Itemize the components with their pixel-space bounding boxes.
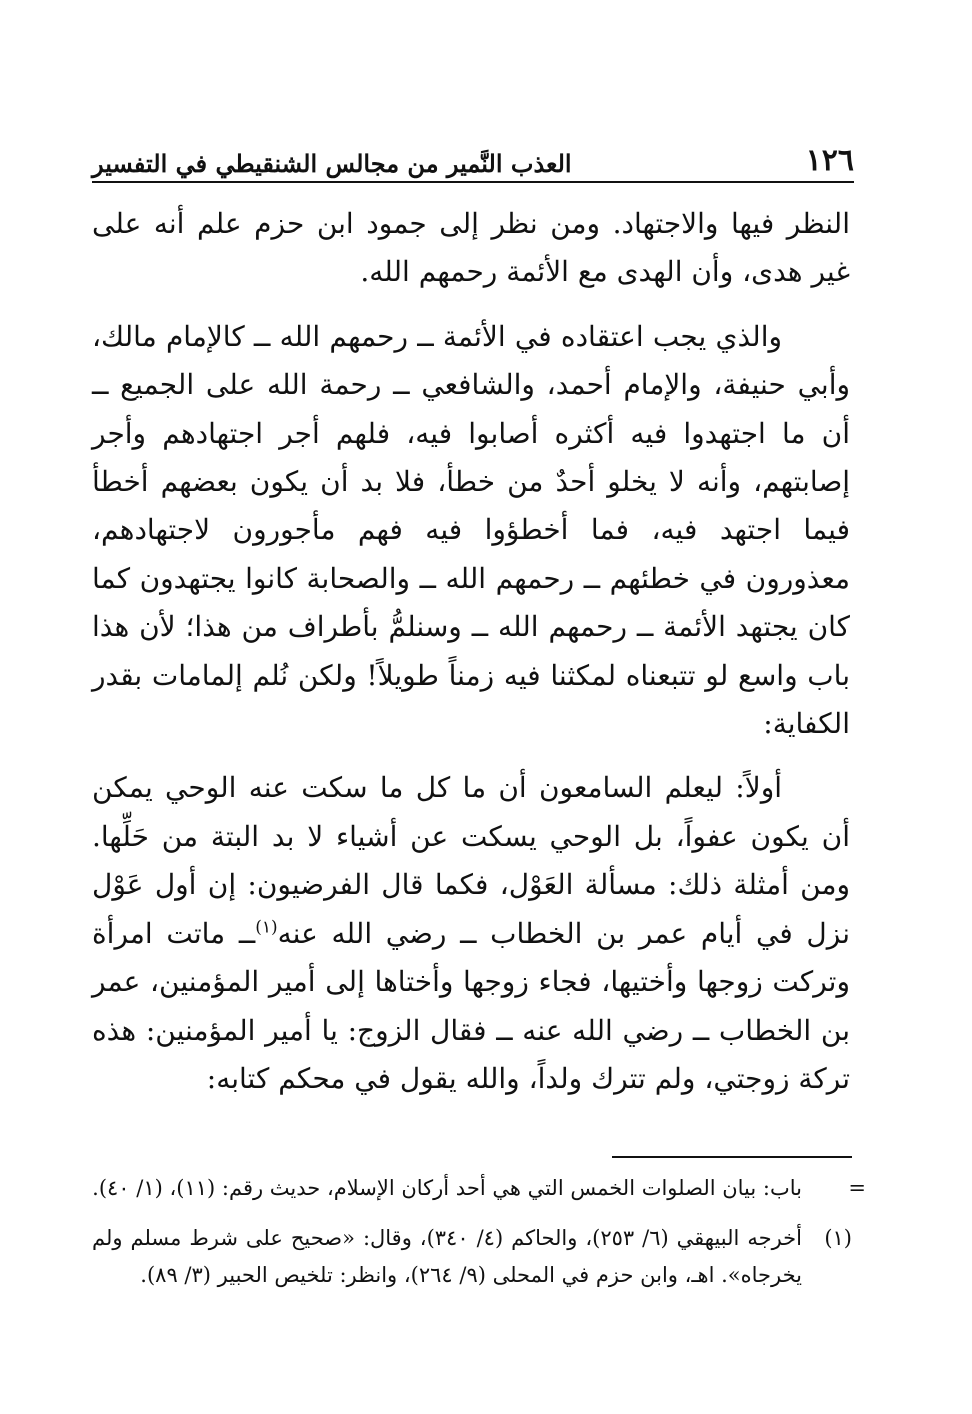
running-title: العذب النَّمير من مجالس الشنقيطي في التفسير (92, 149, 572, 178)
footnote-continuation-marker: = (848, 1176, 866, 1200)
paragraph-awl (92, 764, 850, 1103)
paragraph-continued: النظر فيها والاجتهاد. ومن نظر إلى جمود ابن حزم علم أنه على غير هدى، وأن الهدى مع الأئمة رحمهم الله. (92, 207, 850, 289)
footnote-marker: (١) (824, 1226, 852, 1251)
footnote-continued (92, 1170, 866, 1206)
footnote-reference: (١) (255, 917, 278, 938)
footnote-text: باب: بيان الصلوات الخمس التي هي أحد أركان الإسلام، حديث رقم: (١١)، (١/ ٤٠). (92, 1176, 802, 1200)
footnote-1 (92, 1220, 852, 1293)
footnotes (92, 1170, 866, 1307)
paragraph-imams: والذي يجب اعتقاده في الأئمة ــ رحمهم الله ــ كالإمام مالك، وأبي حنيفة، والإمام أحمد، والشافعي ــ رحمة الله على الجميع ــ أن ما اجتهدوا فيه أكثره أصابوا فيه، فلهم أجر اجتهادهم وأجر إصابتهم، وأنه لا يخلو أحدٌ من خطأ، فلا بد أن يكون بعضهم أخطأ فيما اجتهد فيه، فما أخطؤوا فيه فهم مأجورون لاجتهادهم، معذورون في خطئهم ــ رحمهم الله ــ والصحابة كانوا يجتهدون كما كان يجتهد الأئمة ــ رحمهم الله ــ وسنلمُّ بأطراف من هذا؛ لأن هذا باب واسع لو تتبعناه لمكثنا فيه زمناً طويلاً! ولكن نُلم إلمامات بقدر الكفاية: (92, 319, 850, 741)
page-number: ١٢٦ (805, 143, 854, 178)
header-rule (92, 181, 854, 183)
running-head (92, 132, 854, 176)
footnote-rule (612, 1156, 852, 1158)
paragraph-awl-part-2: ــ ماتت امرأة وتركت زوجها وأختيها، فجاء زوجها وأختاها إلى أمير المؤمنين، عمر بن الخطاب ــ رضي الله عنه ــ فقال الزوج: يا أمير المؤمنين: هذه تركة زوجتي، ولم تترك ولداً، والله يقول في محكم كتابه: (92, 916, 850, 1095)
paragraph-awl-part-1: أولاً: ليعلم السامعون أن ما كل ما سكت عنه الوحي يمكن أن يكون عفواً، بل الوحي يسكت عن أشياء لا بد البتة من حَلِّها. ومن أمثلة ذلك: مسألة العَوْل، فكما قال الفرضيون: إن أول عَوْل نزل في أيام عمر بن الخطاب ــ رضي الله عنه (92, 771, 850, 950)
footnote-text: أخرجه البيهقي (٦/ ٢٥٣)، والحاكم (٤/ ٣٤٠)، وقال: «صحيح على شرط مسلم ولم يخرجاه». اهـ، وابن حزم في المحلى (٩/ ٢٦٤)، وانظر: تلخيص الحبير (٣/ ٨٩). (92, 1226, 802, 1287)
main-text (92, 200, 850, 1103)
